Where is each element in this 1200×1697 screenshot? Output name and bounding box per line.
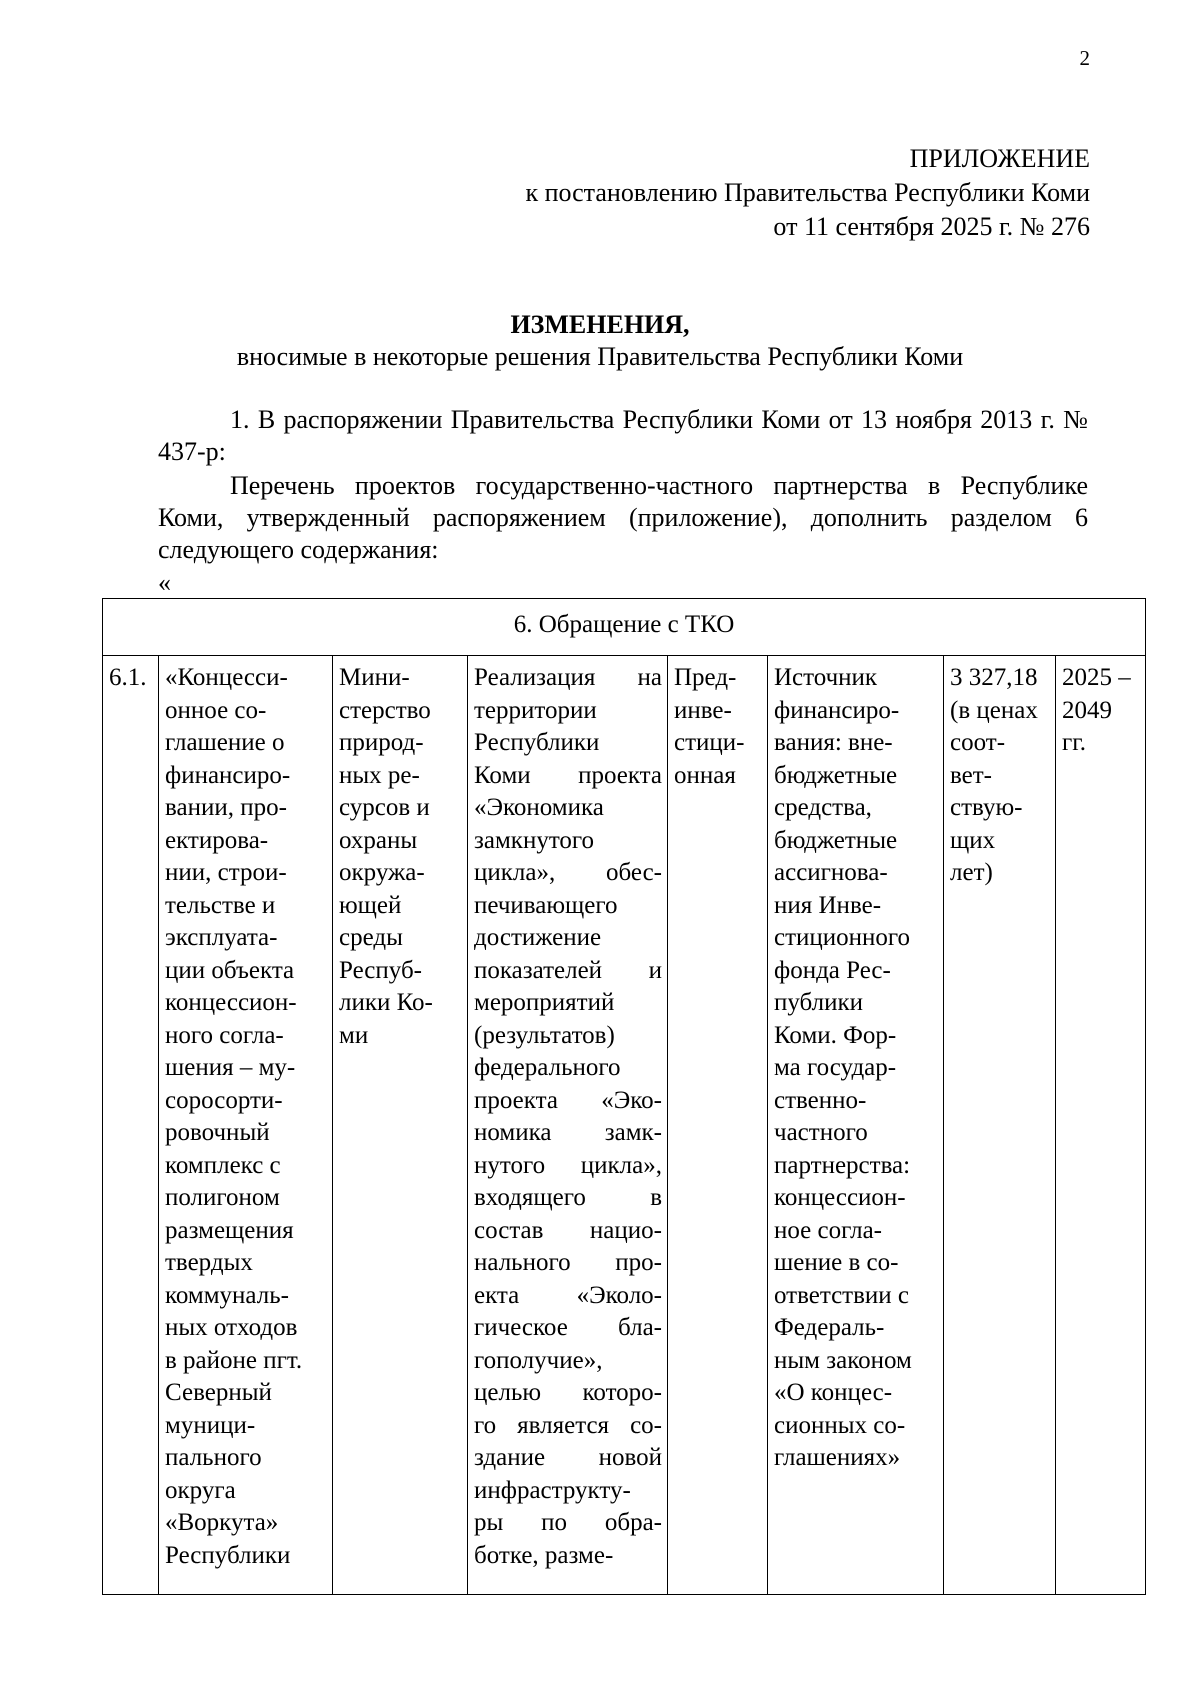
- section-header: 6. Обращение с ТКО: [103, 599, 1146, 656]
- appendix-reference: к постановлению Правительства Республики Коми: [525, 178, 1090, 207]
- cell-line: охраны: [339, 826, 418, 854]
- cell-line: глашениях»: [774, 1444, 901, 1471]
- row-number: 6.1.: [103, 656, 159, 1595]
- cell-line: территории: [474, 696, 597, 724]
- responsible-body-cell: [333, 656, 468, 1595]
- cell-line: природ-: [339, 729, 424, 756]
- cell-line: Северный: [165, 1379, 272, 1406]
- cell-line: «О концес-: [774, 1379, 893, 1406]
- cell-line: нии, строи-: [165, 859, 287, 886]
- cell-line: Коми. Фор-: [774, 1021, 897, 1049]
- cell-line: состав нацио-: [474, 1216, 662, 1244]
- cell-line: ственно-: [774, 1086, 867, 1114]
- document-title: ИЗМЕНЕНИЯ,: [510, 310, 690, 339]
- cell-line: Респуб-: [339, 956, 422, 984]
- cell-line: шение в со-: [774, 1249, 899, 1276]
- cell-line: ассигнова-: [774, 859, 888, 886]
- paragraph-1: 1. В распоряжении Правительства Республики Коми от 13 ноября 2013 г. № 437-р:: [158, 405, 1088, 466]
- cell-line: «Воркута»: [165, 1509, 279, 1536]
- cell-line: показателей и: [474, 956, 662, 984]
- cell-line: лики Ко-: [339, 989, 433, 1016]
- cell-line: нального про-: [474, 1249, 662, 1276]
- cell-line: ровочный: [165, 1119, 270, 1146]
- cell-line: Федераль-: [774, 1314, 885, 1341]
- cell-line: средства,: [774, 794, 872, 821]
- cell-line: ми: [339, 1021, 369, 1049]
- cell-line: стиционного: [774, 924, 911, 951]
- cell-line: 3 327,18: [950, 664, 1038, 691]
- cell-line: вания: вне-: [774, 729, 893, 756]
- cell-line: гг.: [1062, 729, 1086, 756]
- cell-line: партнерства:: [774, 1151, 911, 1179]
- project-name-cell: [159, 656, 333, 1595]
- cell-line: 2025 –: [1062, 664, 1131, 691]
- cell-line: сурсов и: [339, 794, 430, 821]
- cell-line: ма государ-: [774, 1054, 897, 1081]
- cell-line: входящего в: [474, 1184, 662, 1211]
- project-stage-cell: [668, 656, 768, 1595]
- cell-line: комплекс с: [165, 1151, 281, 1179]
- cell-line: соросорти-: [165, 1086, 283, 1114]
- cell-line: Республики: [474, 729, 600, 756]
- cell-line: екта «Эколо-: [474, 1281, 662, 1309]
- cell-line: частного: [774, 1119, 868, 1146]
- cell-line: номика замк-: [474, 1119, 662, 1146]
- cell-line: «Концесси-: [165, 664, 288, 691]
- cell-line: достижение: [474, 924, 602, 951]
- cell-line: замкнутого: [474, 826, 595, 854]
- cell-line: среды: [339, 924, 403, 951]
- cell-line: ного согла-: [165, 1021, 284, 1049]
- cell-line: бюджетные: [774, 826, 898, 854]
- section-header-row: [103, 599, 1146, 656]
- cell-line: инве-: [674, 696, 732, 724]
- cell-line: сионных со-: [774, 1411, 906, 1439]
- cell-line: печивающего: [474, 891, 618, 919]
- cell-line: ных ре-: [339, 761, 420, 789]
- cell-line: шения – му-: [165, 1054, 296, 1081]
- cell-line: Реализация на: [474, 664, 662, 691]
- cell-line: ектирова-: [165, 826, 269, 854]
- appendix-header: [525, 142, 1090, 244]
- cell-line: ное согла-: [774, 1216, 883, 1244]
- cell-line: Коми проекта: [474, 761, 662, 789]
- cell-line: проекта «Эко-: [474, 1086, 662, 1114]
- cell-line: го является со-: [474, 1411, 662, 1439]
- cell-line: Источник: [774, 664, 878, 691]
- cell-line: ции объекта: [165, 956, 295, 984]
- financing-source-cell: [768, 656, 944, 1595]
- cell-line: Республики: [165, 1541, 291, 1569]
- cell-line: онное со-: [165, 696, 267, 724]
- cell-line: пального: [165, 1444, 262, 1471]
- cell-line: глашение о: [165, 729, 285, 756]
- cell-line: лет): [950, 859, 993, 886]
- project-description-cell: [468, 656, 668, 1595]
- cell-line: «Экономика: [474, 794, 604, 821]
- implementation-period-cell: [1056, 656, 1146, 1595]
- cell-line: ющей: [339, 891, 402, 919]
- cell-line: стици-: [674, 729, 745, 756]
- cell-line: размещения: [165, 1216, 294, 1244]
- cell-line: ботке, разме-: [474, 1541, 614, 1569]
- cell-line: финансиро-: [165, 761, 291, 789]
- cell-line: коммуналь-: [165, 1281, 289, 1309]
- cell-line: эксплуата-: [165, 924, 278, 951]
- cell-line: публики: [774, 989, 864, 1016]
- cell-line: стерство: [339, 696, 431, 724]
- ppp-projects-table: [102, 598, 1146, 1595]
- page-number: 2: [1079, 46, 1090, 70]
- cell-line: окружа-: [339, 859, 425, 886]
- cell-line: вет-: [950, 761, 993, 789]
- cell-line: твердых: [165, 1249, 253, 1276]
- cell-line: финансиро-: [774, 696, 900, 724]
- appendix-date-number: от 11 сентября 2025 г. № 276: [773, 212, 1090, 241]
- cell-line: в районе пгт.: [165, 1346, 303, 1374]
- cell-line: гополучие»,: [474, 1346, 603, 1374]
- opening-quote: «: [158, 568, 171, 597]
- cell-line: ответствии с: [774, 1281, 910, 1309]
- cell-line: вании, про-: [165, 794, 287, 821]
- cell-line: ствую-: [950, 794, 1023, 821]
- cell-line: Мини-: [339, 664, 410, 691]
- cell-line: здание новой: [474, 1444, 662, 1471]
- cell-line: 2049: [1062, 696, 1112, 724]
- cell-line: округа: [165, 1476, 236, 1504]
- cell-line: (в ценах: [950, 696, 1038, 724]
- cell-line: концессион-: [165, 989, 297, 1016]
- cell-line: Пред-: [674, 664, 737, 691]
- cell-line: инфраструкту-: [474, 1476, 631, 1504]
- cell-line: концессион-: [774, 1184, 906, 1211]
- cell-line: муници-: [165, 1411, 256, 1439]
- cell-line: мероприятий: [474, 989, 615, 1016]
- cell-line: онная: [674, 761, 736, 789]
- cell-line: цикла», обес-: [474, 859, 662, 886]
- cell-line: тельстве и: [165, 891, 276, 919]
- cell-line: (результатов): [474, 1021, 615, 1049]
- cell-line: щих: [950, 826, 996, 854]
- cell-line: целью которо-: [474, 1379, 662, 1406]
- document-subtitle: вносимые в некоторые решения Правительства Республики Коми: [236, 342, 964, 371]
- cell-line: полигоном: [165, 1184, 280, 1211]
- cell-line: бюджетные: [774, 761, 898, 789]
- appendix-label: ПРИЛОЖЕНИЕ: [909, 144, 1090, 173]
- cell-line: гическое бла-: [474, 1314, 662, 1341]
- paragraph-2: Перечень проектов государственно-частного партнерства в Республике Коми, утвержденный распоряжением (приложение), дополнить разделом 6 следующего содержания:: [158, 471, 1088, 564]
- cell-line: федерального: [474, 1054, 621, 1081]
- table-row: [103, 656, 1146, 1595]
- cell-line: нутого цикла»,: [474, 1151, 662, 1179]
- cell-line: соот-: [950, 729, 1006, 756]
- cell-line: ным законом: [774, 1346, 912, 1374]
- cell-line: ния Инве-: [774, 891, 882, 919]
- cell-line: ных отходов: [165, 1314, 298, 1341]
- project-cost-cell: [944, 656, 1056, 1595]
- cell-line: фонда Рес-: [774, 956, 891, 984]
- cell-line: ры по обра-: [474, 1509, 662, 1536]
